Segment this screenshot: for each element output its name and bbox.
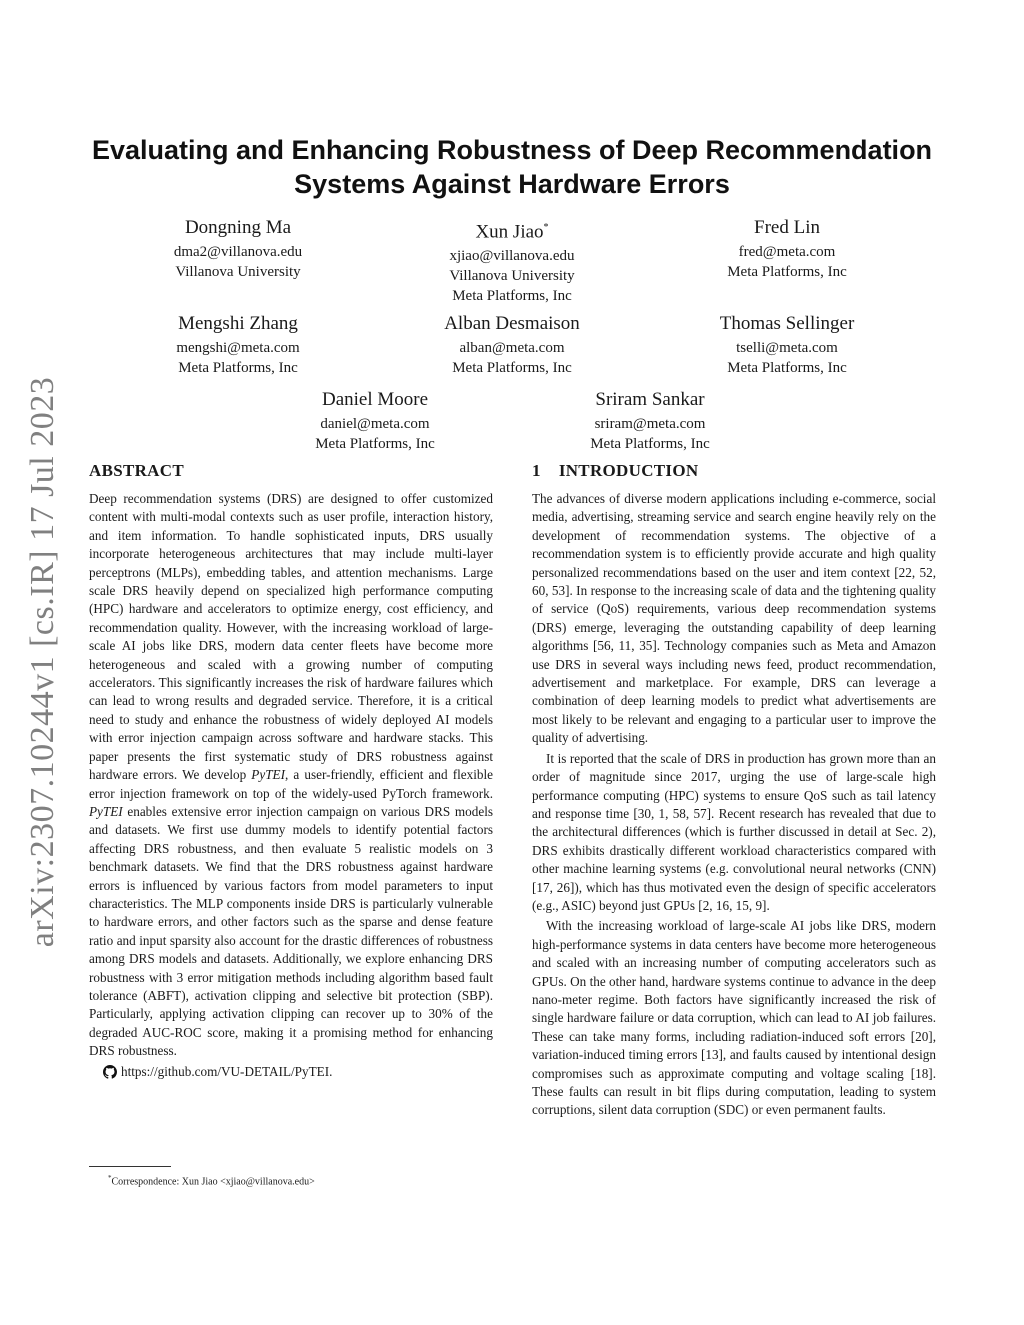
title-line-2: Systems Against Hardware Errors [294, 169, 730, 199]
correspondence-mark: * [543, 222, 549, 233]
author-affiliation: Meta Platforms, Inc [727, 360, 847, 376]
author-name-text: Xun Jiao [475, 221, 544, 243]
author-name [382, 217, 642, 243]
author-email[interactable]: fred@meta.com [738, 244, 836, 260]
author-affiliation: Villanova University [175, 264, 301, 280]
footnote-text: Correspondence: Xun Jiao <xjiao@villanova.edu> [111, 1176, 315, 1188]
github-icon [103, 1065, 117, 1079]
author-email[interactable]: xjiao@villanova.edu [449, 248, 575, 265]
author-email[interactable]: daniel@meta.com [320, 416, 430, 432]
author-affiliation: Meta Platforms, Inc [727, 264, 847, 280]
abstract-text-part-1: Deep recommendation systems (DRS) are designed to offer customized content with multi-modal contexts such as user profile, interaction history, and item information. To handle sophisticated inputs, DRS usually incorporate heterogeneous architectures that may include multi-layer perceptrons (MLPs), embedding tables, and attention mechanisms. Large scale DRS heavily depend on specialized high performance computing (HPC) hardware and accelerators to optimize energy, cost efficiency, and recommendation quality. However, with the increasing workload of large-scale AI jobs like DRS, modern data center fleets have become more heterogeneous and scaled with a growing number of computing accelerators. This significantly increases the risk of hardware failures which can lead to wrong results and degraded service. Therefore, it is a critical need to study and enhance the robustness of widely deployed AI models with error injection campaign across software and hardware stacks. This paper presents the first systematic study of DRS robustness against hardware errors. We develop [89, 491, 493, 783]
author-name: Daniel Moore [321, 389, 429, 410]
introduction-heading [532, 460, 936, 482]
author-block [108, 217, 368, 282]
author-affiliation: Meta Platforms, Inc [315, 436, 435, 452]
abstract-text-part-2: , a user-friendly, efficient and flexible error injection framework on top of the widely-used PyTorch framework. [89, 767, 493, 801]
author-block [520, 389, 780, 454]
repository-url[interactable]: https://github.com/VU-DETAIL/PyTEI. [121, 1063, 333, 1079]
author-block [382, 217, 642, 306]
author-affiliation: Meta Platforms, Inc [590, 436, 710, 452]
section-title: INTRODUCTION [558, 461, 699, 480]
arxiv-identifier-stamp [0, 0, 80, 1325]
footnote-rule [89, 1166, 171, 1167]
author-name: Alban Desmaison [444, 313, 580, 334]
intro-paragraph-1: The advances of diverse modern applications including e-commerce, social media, advertising, streaming service and search engine heavily rely on the development of recommendation systems. The objective of a recommendation system is to efficiently provide accurate and high quality personalized recommendations based on the user and item context [22, 52, 60, 53]. In response to the increasing scale of data and the tightening quality of service (QoS) requirements, various deep recommendation systems (DRS) emerge, leveraging the outstanding capability of deep learning algorithms [56, 11, 35]. Technology companies such as Meta and Amazon use DRS in several ways including news feed, product recommendation, advertisement and marketplace. For example, DRS can leverage a combination of deep learning models to predict what advertisements are most likely to be relevant and engaging to a particular user to improve the quality of advertising. [532, 491, 936, 746]
paper-title [88, 133, 936, 201]
author-affiliation: Meta Platforms, Inc [178, 360, 298, 376]
introduction-column [532, 460, 936, 1120]
author-affiliation: Meta Platforms, Inc [452, 360, 572, 376]
title-line-1: Evaluating and Enhancing Robustness of Deep Recommendation [91, 135, 933, 165]
intro-paragraph-3: With the increasing workload of large-scale AI jobs like DRS, modern high-performance systems in data centers have become more heterogeneous and scaled with an increasing number of computing accelerators such as GPUs. On the other hand, hardware systems continue to advance in the deep nano-meter regime. Both factors have significantly increased the risk of single hardware failure or data corruption, which can lead to AI job failures. These can take many forms, including radiation-induced soft errors [20], variation-induced timing errors [13], and faults caused by intentional design compromises such as approximate computing and voltage scaling [18]. These faults can result in bit flips during computation, leading to system corruptions, silent data corruption (SDC) or even permanent faults. [532, 918, 936, 1118]
footnote-mark: * [108, 1174, 112, 1182]
author-name: Mengshi Zhang [178, 313, 298, 334]
author-name: Dongning Ma [184, 217, 292, 238]
abstract-heading: ABSTRACT [89, 461, 184, 480]
author-name: Fred Lin [754, 217, 820, 238]
author-email[interactable]: tselli@meta.com [736, 340, 838, 356]
author-block [108, 313, 368, 378]
author-block [382, 313, 642, 378]
author-block [245, 389, 505, 454]
author-email[interactable]: mengshi@meta.com [176, 340, 300, 356]
author-name: Thomas Sellinger [719, 313, 855, 334]
abstract-text-part-3: enables extensive error injection campaign on various DRS models and datasets. We first use dummy models to identify potential factors affecting DRS robustness, and then evaluate 5 realistic models on 3 benchmark datasets. We find that the DRS robustness against hardware errors is influenced by various factors from model parameters to input characteristics. The MLP components inside DRS is particularly vulnerable to hardware errors, and other factors such as the sparse and dense feature ratio and input sparsity also account for the drastic differences of robustness among DRS models and datasets. Additionally, we explore enhancing DRS robustness with 3 error mitigation methods including algorithm based fault tolerance (ABFT), activation clipping and selective bit protection (SBP). Particularly, applying activation clipping can recover up to 30% of the degraded AUC-ROC score, making it a promising method for enhancing DRS robustness. [89, 803, 493, 1059]
arxiv-id-text: arXiv:2307.10244v1 [cs.IR] 17 Jul 2023 [24, 376, 61, 948]
footnote [108, 1172, 315, 1188]
author-block [657, 313, 917, 378]
author-email[interactable]: dma2@villanova.edu [173, 244, 303, 260]
author-name: Sriram Sankar [595, 389, 705, 410]
repository-link[interactable] [103, 1063, 493, 1081]
pytei-name: PyTEI [89, 803, 123, 819]
author-affiliation: Meta Platforms, Inc [452, 288, 572, 305]
author-block [657, 217, 917, 282]
author-email[interactable]: alban@meta.com [459, 340, 565, 356]
author-email[interactable]: sriram@meta.com [594, 416, 706, 432]
section-number: 1 [532, 461, 541, 480]
abstract-paragraph [89, 490, 493, 1061]
abstract-column [89, 460, 493, 1081]
pytei-name: PyTEI [251, 767, 285, 783]
intro-paragraph-2: It is reported that the scale of DRS in production has grown more than an order of magnitude since 2017, urging the use of large-scale high performance computing (HPC) systems to ensure QoS such as tail latency and response time [30, 1, 58, 57]. Recent research has revealed that due to the architectural differences (which is further discussed in detail at Sec. 2), DRS exhibits drastically different workload characteristics compared with other machine learning systems (e.g. convolutional neural networks (CNN) [17, 26]), which has thus motivated even the design of specific accelerators (e.g., ASIC) beyond just GPUs [2, 16, 15, 9]. [532, 750, 936, 913]
author-affiliation: Villanova University [449, 268, 575, 285]
